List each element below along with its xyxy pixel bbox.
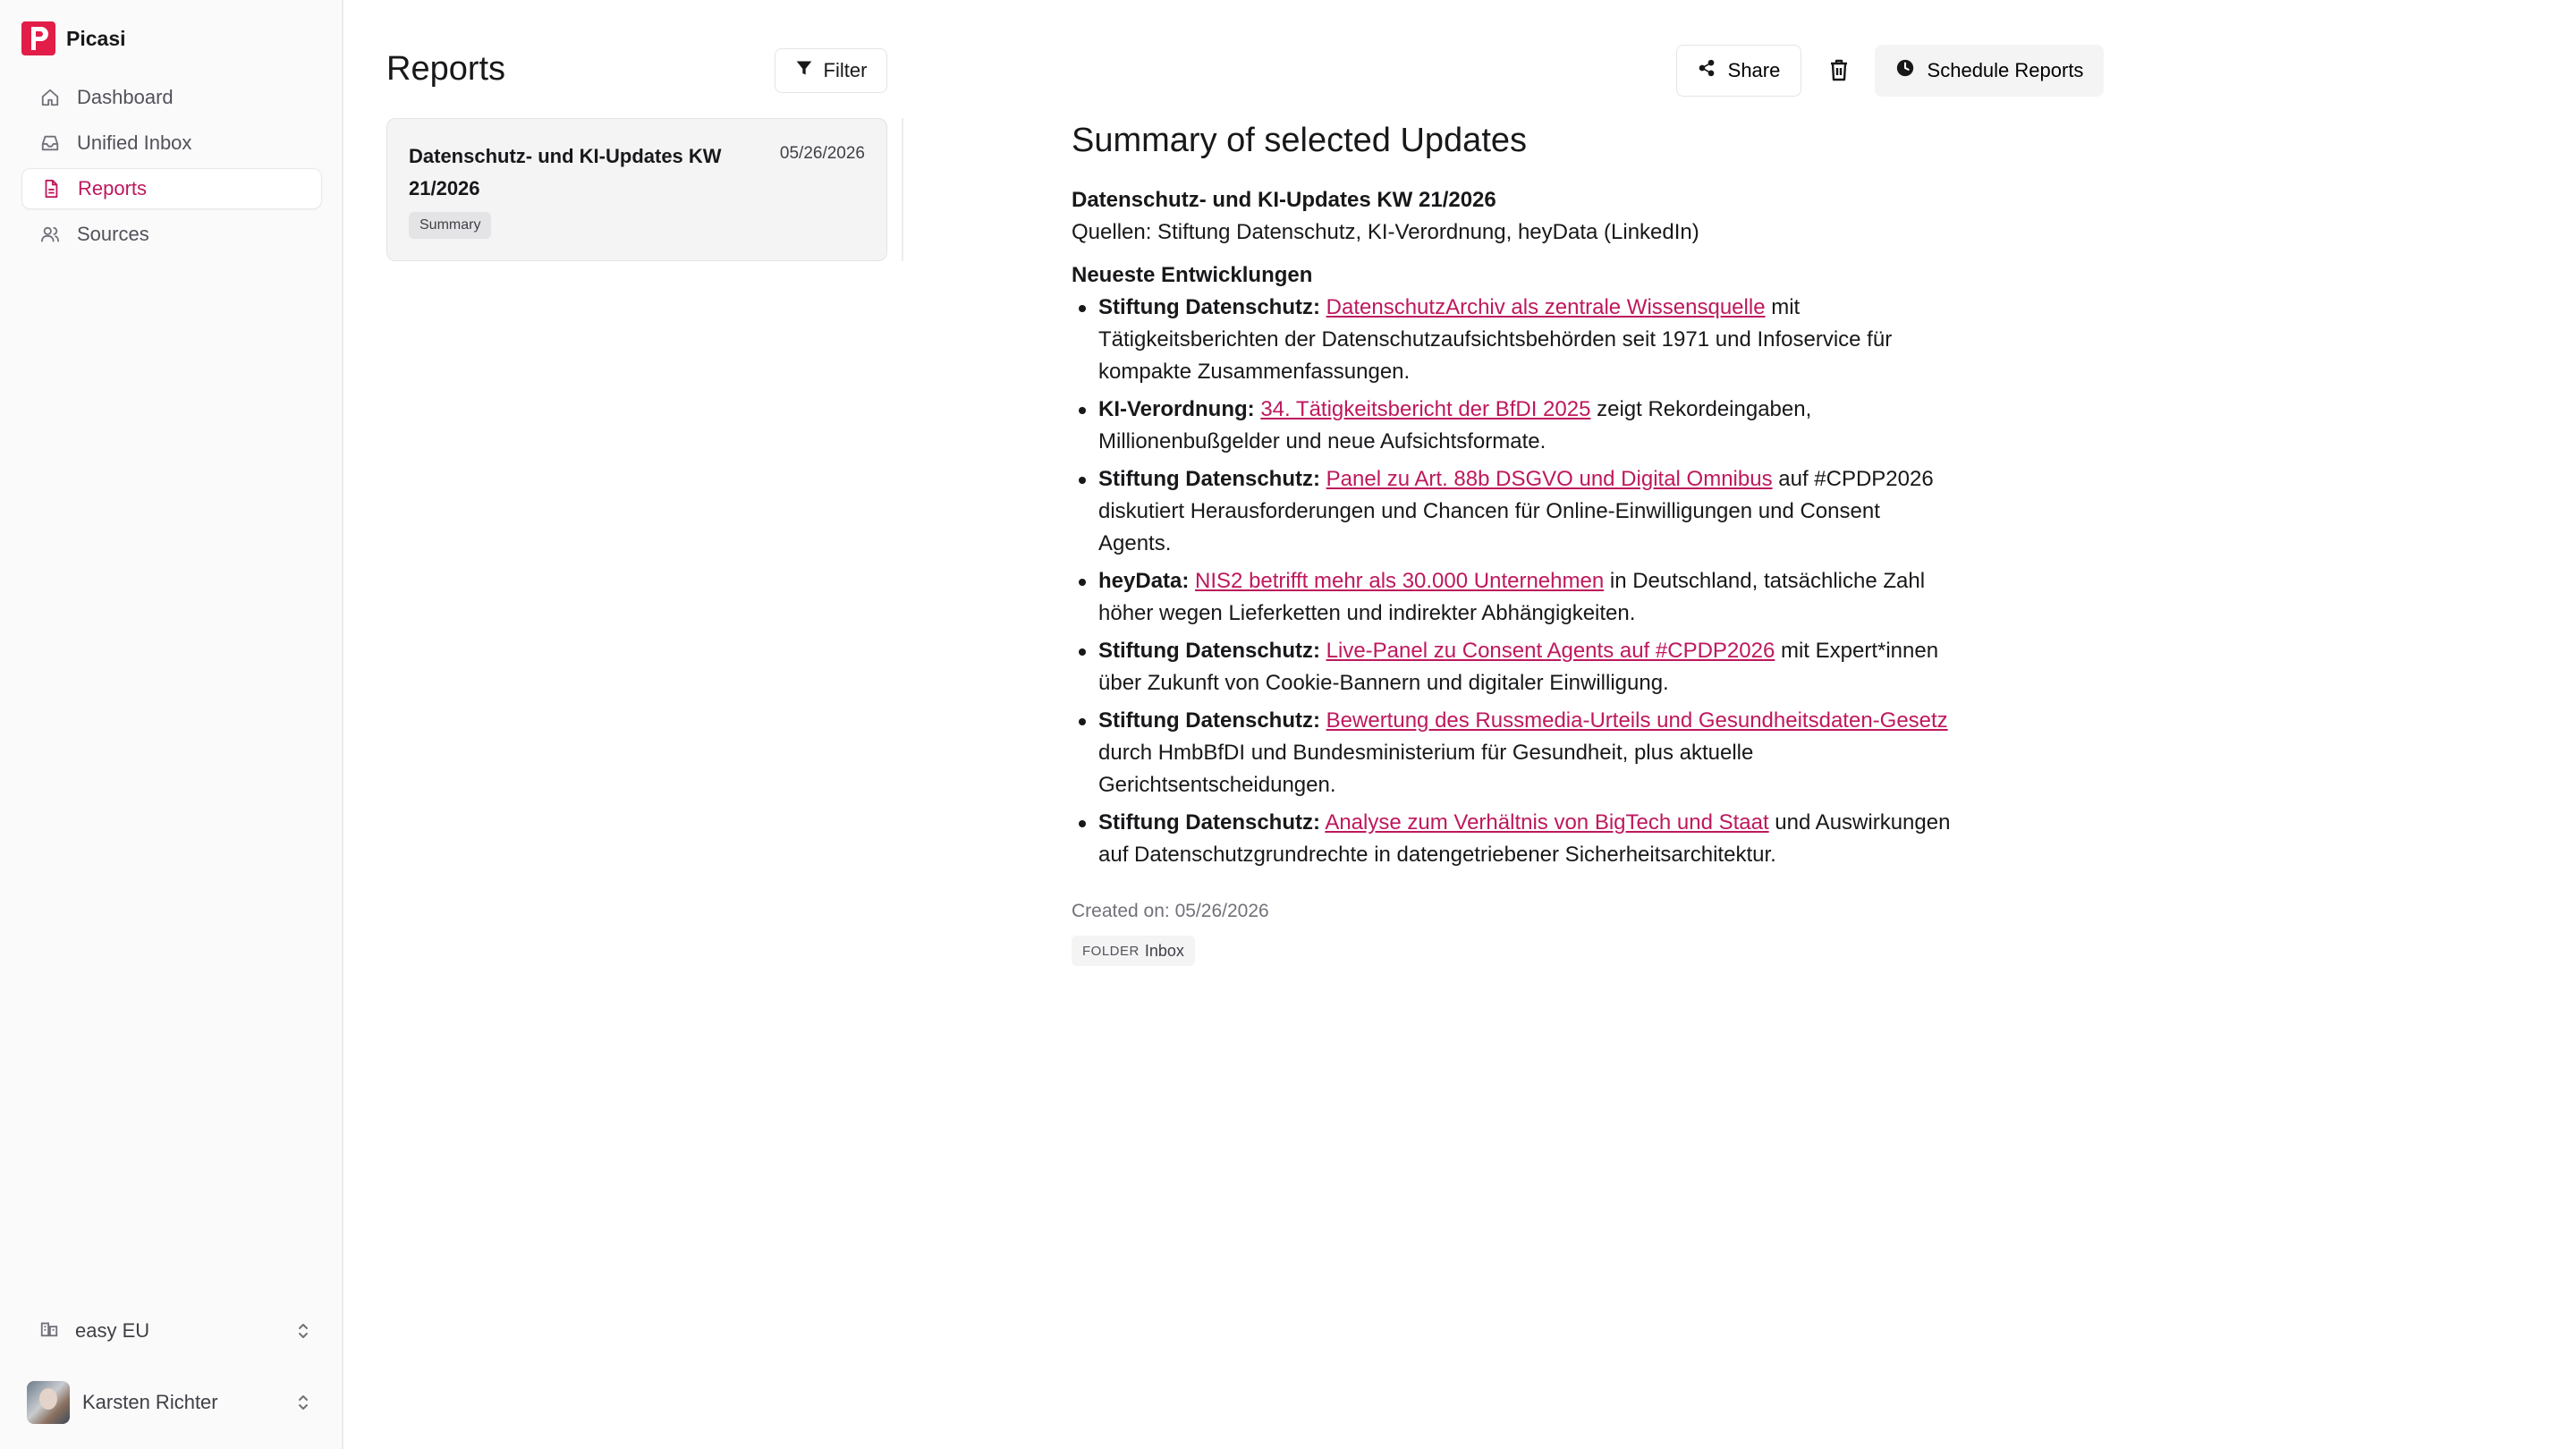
sidebar-nav bbox=[21, 77, 322, 259]
column-divider bbox=[902, 118, 903, 261]
update-text: zeigt Rekordeingaben, Millionenbußgelder und neue Aufsichtsformate. bbox=[1098, 397, 1812, 453]
brand[interactable] bbox=[21, 21, 126, 55]
schedule-reports-button[interactable] bbox=[1875, 45, 2104, 97]
sidebar-item-sources[interactable] bbox=[21, 214, 322, 255]
update-text: mit Expert*innen über Zukunft von Cookie-Bannern und digitaler Einwilligung. bbox=[1098, 639, 1939, 695]
sidebar-item-dashboard[interactable] bbox=[21, 77, 322, 118]
home-icon bbox=[39, 87, 61, 108]
update-source: Stiftung Datenschutz: bbox=[1098, 810, 1320, 835]
filter-icon bbox=[795, 59, 813, 82]
created-on: Created on: 05/26/2026 bbox=[1072, 901, 1269, 921]
share-label: Share bbox=[1727, 59, 1781, 81]
update-link[interactable]: Analyse zum Verhältnis von BigTech und Staat bbox=[1325, 810, 1769, 835]
schedule-reports-label: Schedule Reports bbox=[1927, 59, 2084, 81]
sidebar-item-label: Reports bbox=[78, 177, 148, 199]
sidebar-item-label: Sources bbox=[77, 223, 149, 245]
file-icon bbox=[40, 178, 62, 199]
folder-key: FOLDER bbox=[1082, 943, 1140, 959]
section-heading: Neueste Entwicklungen bbox=[1072, 263, 1313, 287]
update-text: durch HmbBfDI und Bundesministerium für Gesundheit, plus aktuelle Gerichtsentscheidungen. bbox=[1098, 741, 1754, 797]
update-source: Stiftung Datenschutz: bbox=[1098, 467, 1320, 491]
update-link[interactable]: Panel zu Art. 88b DSGVO und Digital Omnibus bbox=[1326, 467, 1773, 491]
sidebar-item-unified-inbox[interactable] bbox=[21, 123, 322, 164]
sidebar-item-label: Unified Inbox bbox=[77, 131, 192, 154]
inbox-icon bbox=[39, 132, 61, 154]
report-type-badge: Summary bbox=[409, 212, 491, 239]
list-item bbox=[1072, 635, 1953, 699]
list-item bbox=[1072, 394, 1953, 458]
delete-button[interactable] bbox=[1819, 50, 1859, 91]
picasi-logo-icon bbox=[21, 21, 55, 55]
update-text: in Deutschland, tatsächliche Zahl höher wegen Lieferketten und indirekter Abhängigkeiten. bbox=[1098, 569, 1926, 625]
list-item bbox=[1072, 565, 1953, 630]
app-name: Picasi bbox=[66, 26, 126, 50]
summary-title: Datenschutz- und KI-Updates KW 21/2026 bbox=[1072, 188, 1496, 212]
avatar bbox=[27, 1381, 70, 1424]
detail-heading: Summary of selected Updates bbox=[1072, 122, 1528, 159]
page-title: Reports bbox=[386, 50, 506, 88]
sidebar bbox=[0, 0, 343, 1449]
update-source: KI-Verordnung: bbox=[1098, 397, 1255, 421]
update-link[interactable]: Live-Panel zu Consent Agents auf #CPDP2026 bbox=[1326, 639, 1775, 663]
report-title: Datenschutz- und KI-Updates KW 21/2026 bbox=[409, 145, 722, 199]
workspace-name: easy EU bbox=[75, 1319, 150, 1342]
update-source: Stiftung Datenschutz: bbox=[1098, 639, 1320, 663]
update-link[interactable]: DatenschutzArchiv als zentrale Wissensquelle bbox=[1326, 295, 1766, 319]
folder-value: Inbox bbox=[1144, 941, 1184, 960]
building-icon bbox=[39, 1318, 59, 1343]
list-item bbox=[1072, 705, 1953, 801]
report-list-item[interactable] bbox=[386, 118, 887, 261]
report-date: 05/26/2026 bbox=[779, 144, 865, 163]
users-icon bbox=[39, 224, 61, 245]
updates-list bbox=[1072, 292, 1953, 871]
update-text: auf #CPDP2026 diskutiert Herausforderungen und Chancen für Online-Einwilligungen und Consent Agents. bbox=[1098, 467, 1934, 555]
update-source: Stiftung Datenschutz: bbox=[1098, 708, 1320, 733]
clock-icon bbox=[1895, 58, 1915, 83]
update-source: heyData: bbox=[1098, 569, 1190, 593]
filter-label: Filter bbox=[823, 59, 868, 81]
share-icon bbox=[1698, 59, 1716, 82]
list-item bbox=[1072, 292, 1953, 388]
report-detail bbox=[1072, 118, 1953, 966]
chevrons-up-down-icon bbox=[293, 1393, 313, 1412]
chevrons-up-down-icon bbox=[293, 1321, 313, 1341]
filter-button[interactable] bbox=[775, 48, 887, 93]
folder-tag[interactable] bbox=[1072, 936, 1195, 966]
update-source: Stiftung Datenschutz: bbox=[1098, 295, 1320, 319]
sidebar-item-label: Dashboard bbox=[77, 86, 174, 108]
trash-icon bbox=[1828, 58, 1850, 84]
list-item bbox=[1072, 807, 1953, 871]
sidebar-item-reports[interactable] bbox=[21, 168, 322, 209]
update-text: mit Tätigkeitsberichten der Datenschutzaufsichtsbehörden seit 1971 und Infoservice für kompakte Zusammenfassungen. bbox=[1098, 295, 1893, 384]
workspace-switcher[interactable] bbox=[21, 1311, 322, 1351]
user-name: Karsten Richter bbox=[82, 1391, 218, 1413]
update-text: und Auswirkungen auf Datenschutzgrundrechte in datengetriebener Sicherheitsarchitektur. bbox=[1098, 810, 1951, 867]
list-item bbox=[1072, 463, 1953, 560]
sources-line: Quellen: Stiftung Datenschutz, KI-Verordnung, heyData (LinkedIn) bbox=[1072, 220, 1699, 244]
share-button[interactable] bbox=[1676, 45, 1801, 97]
update-link[interactable]: NIS2 betrifft mehr als 30.000 Unternehmen bbox=[1195, 569, 1605, 593]
update-link[interactable]: Bewertung des Russmedia-Urteils und Gesundheitsdaten-Gesetz bbox=[1326, 708, 1948, 733]
update-link[interactable]: 34. Tätigkeitsbericht der BfDI 2025 bbox=[1260, 397, 1591, 421]
user-menu[interactable] bbox=[21, 1377, 322, 1428]
